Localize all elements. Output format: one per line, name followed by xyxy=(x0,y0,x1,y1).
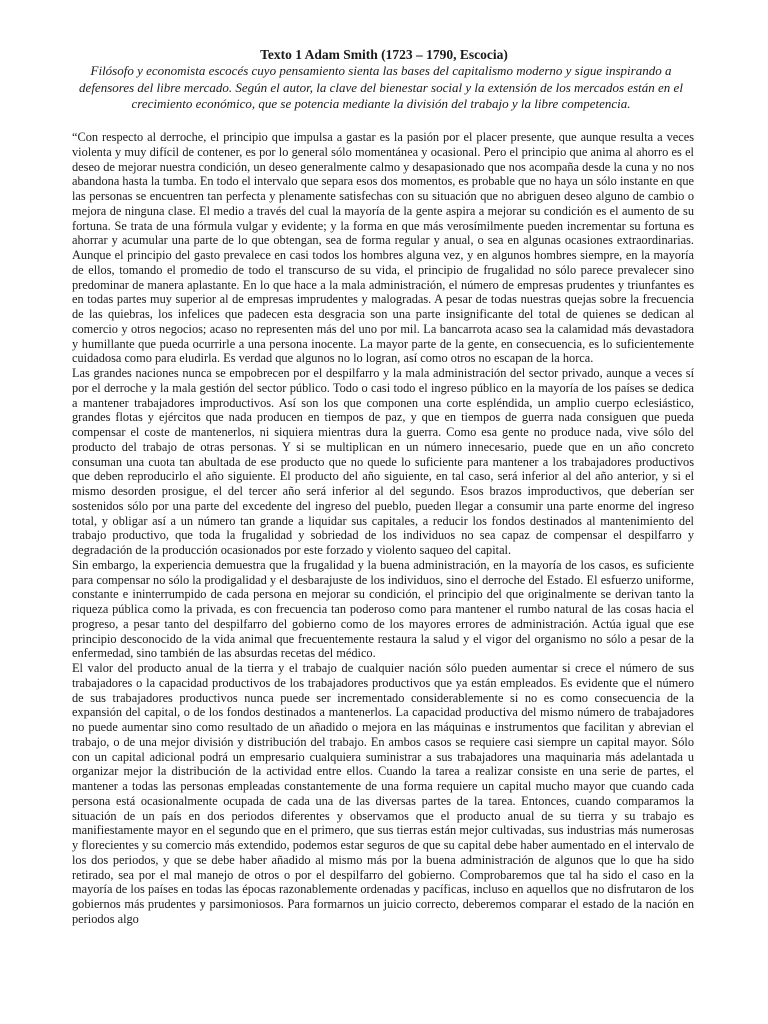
document-body xyxy=(72,130,694,1020)
document-title: Texto 1 Adam Smith (1723 – 1790, Escocia) xyxy=(260,47,508,62)
paragraph-3: Sin embargo, la experiencia demuestra que la frugalidad y la buena administración, en la mayoría de los casos, es suficiente para compensar no sólo la prodigalidad y el desbarajuste de los individuos, sino el derroche del Estado. El esfuerzo uniforme, constante e ininterrumpido de cada persona en mejorar su condición, el principio del que originalmente se derivan tanto la riqueza pública como la privada, es con frecuencia tan poderoso como para mantener el rumbo natural de las cosas hacia el progreso, a pesar tanto del despilfarro del gobierno como de los mayores errores de administración. Actúa igual que ese principio desconocido de la vida animal que frecuentemente restaura la salud y el vigor del organismo no sólo a pesar de la enfermedad, sino también de las absurdas recetas del médico. xyxy=(72,557,694,661)
paragraph-4: El valor del producto anual de la tierra y el trabajo de cualquier nación sólo pueden aumentar si crece el número de sus trabajadores o la capacidad productivos de los trabajadores productivos que ya están empleados. Es evidente que el número de sus trabajadores productivos nunca puede ser incrementado considerablemente si no es como consecuencia de la expansión del capital, o de los fondos destinados a mantenerlos. La capacidad productiva del mismo número de trabajadores no puede aumentar sino como resultado de un añadido o mejora en las máquinas e instrumentos que facilitan y abrevian el trabajo, o de una mejor división y distribución del trabajo. En ambos casos se requiere casi siempre un capital mayor. Sólo con un capital adicional podrá un empresario cualquiera suministrar a sus trabajadores una maquinaria más adelantada u organizar mejor la distribución de la actividad entre ellos. Cuando la tarea a realizar consiste en una serie de partes, el mantener a todas las personas empleadas constantemente de una forma requiere un capital mucho mayor que cuando cada persona está ocasionalmente ocupada de cada una de las diversas partes de la tarea. Entonces, cuando comparamos la situación de un país en dos periodos diferentes y observamos que el producto anual de su tierra y su trabajo es manifiestamente mayor en el segundo que en el primero, que sus tierras están mejor cultivadas, sus industrias más numerosas y florecientes y su comercio más extendido, podemos estar seguros de que su capital debe haber aumentado en el intervalo de los dos periodos, y que se debe haber añadido al mismo más por la buena administración de algunos que lo que ha sido retirado, sea por el mal manejo de otros o por el despilfarro del gobierno. Comprobaremos que tal ha sido el caso en la mayoría de los países en todas las épocas razonablemente ordenadas y pacíficas, incluso en aquellos que no disfrutaron de los gobiernos más prudentes y parsimoniosos. Para formarnos un juicio correcto, deberemos comparar el estado de la nación en periodos algo xyxy=(72,661,694,926)
paragraph-2: Las grandes naciones nunca se empobrecen por el despilfarro y la mala administración del sector privado, aunque a veces sí por el derroche y la mala gestión del sector público. Todo o casi todo el ingreso público en la mayoría de los países se dedica a mantener trabajadores improductivos. Así son los que componen una corte espléndida, un amplio cuerpo eclesiástico, grandes flotas y ejércitos que nada producen en tiempos de paz, y que en tiempos de guerra nada consiguen que pueda compensar el coste de mantenerlos, ni siquiera mientras dura la guerra. Como esa gente no produce nada, vive sólo del producto del trabajo de otras personas. Y si se multiplican en un número innecesario, puede que en un año concreto consuman una cuota tan abultada de ese producto que no quede lo suficiente para mantener a los trabajadores productivos que deben reproducirlo el año siguiente. El producto del año siguiente, en tal caso, será inferior al del año anterior, y si el mismo desorden prosigue, el del tercer año será inferior al del segundo. Esos brazos improductivos, que deberían ser sostenidos sólo por una parte del excedente del ingreso del pueblo, pueden llegar a consumir una parte enorme del ingreso total, y obligar así a un número tan grande a liquidar sus capitales, a reducir los fondos destinados al mantenimiento del trabajo productivo, que toda la frugalidad y sobriedad de los individuos no sea capaz de compensar el despilfarro y degradación de la producción ocasionados por este forzado y violento saqueo del capital. xyxy=(72,366,694,557)
paragraph-1: “Con respecto al derroche, el principio que impulsa a gastar es la pasión por el placer presente, que aunque resulta a veces violenta y muy difícil de contener, es por lo general sólo momentánea y ocasional. Pero el principio que anima al ahorro es el deseo de mejorar nuestra condición, un deseo generalmente calmo y desapasionado que nos acompaña desde la cuna y no nos abandona hasta la tumba. En todo el intervalo que separa esos dos momentos, es probable que no haya un sólo instante en que las personas se encuentren tan perfecta y plenamente satisfechas con su situación que no abriguen deseo alguno de cambio o mejora de ninguna clase. El medio a través del cual la mayoría de la gente aspira a mejorar su condición es el aumento de su fortuna. Se trata de una fórmula vulgar y evidente; y la forma en que más verosímilmente pueden incrementar su fortuna es ahorrar y acumular una parte de lo que obtengan, sea de forma regular y anual, o sea en algunas ocasiones extraordinarias. Aunque el principio del gasto prevalece en casi todos los hombres alguna vez, y en algunos hombres siempre, en la mayoría de ellos, tomando el promedio de todo el transcurso de su vida, el principio de frugalidad no sólo parece prevalecer sino predominar de manera aplastante. En lo que hace a la mala administración, el número de empresas prudentes y triunfantes es en todas partes muy superior al de empresas imprudentes y malogradas. A pesar de todas nuestras quejas sobre la frecuencia de las quiebras, los infelices que padecen esta desgracia son una parte insignificante del total de quienes se dedican al comercio y otros negocios; acaso no representen más del uno por mil. La bancarrota acaso sea la calamidad más devastadora y humillante que pueda ocurrirle a una persona inocente. La mayor parte de la gente, en consecuencia, es lo suficientemente cuidadosa como para eludirla. Es verdad que algunos no lo logran, así como otros no escapan de la horca. xyxy=(72,130,694,366)
document-subtitle: Filósofo y economista escocés cuyo pensamiento sienta las bases del capitalismo moderno y sigue inspirando a defensores del libre mercado. Según el autor, la clave del bienestar social y la extensión de los mercados están en el crecimiento económico, que se potencia mediante la división del trabajo y la libre competencia. xyxy=(79,63,683,111)
